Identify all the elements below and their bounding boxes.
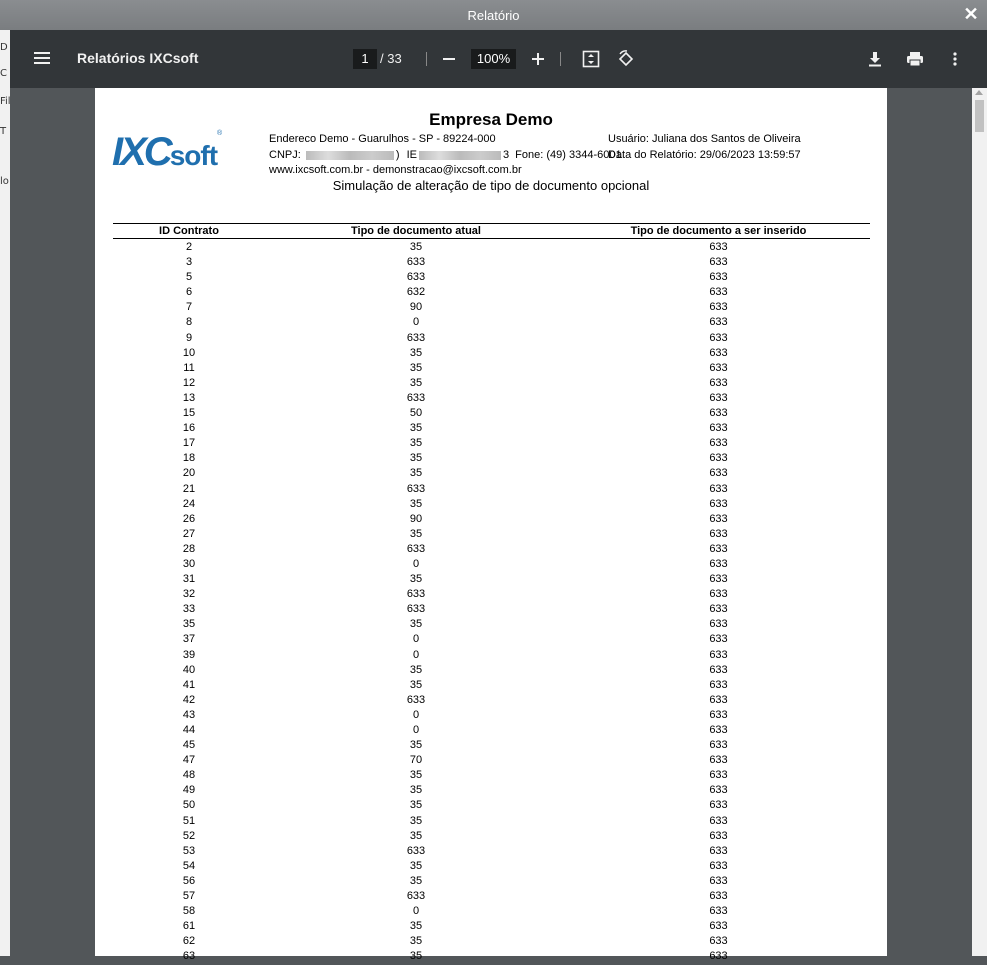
cell-contract-id: 5 (185, 271, 193, 284)
cell-new-type: 633 (709, 241, 728, 253)
cell-new-type: 633 (709, 361, 728, 374)
scroll-up-icon[interactable] (975, 90, 983, 95)
cell-new-type: 633 (709, 497, 728, 510)
fit-page-icon[interactable] (579, 47, 603, 71)
table-header-rule (113, 238, 870, 239)
report-table-body (113, 240, 870, 965)
cell-current-type: 35 (409, 935, 423, 948)
cell-current-type: 633 (406, 588, 426, 601)
cell-current-type: 90 (409, 512, 423, 525)
company-ids: CNPJ: ) IE 3 Fone: (49) 3344-6001 (269, 149, 622, 161)
cell-new-type: 633 (709, 739, 728, 752)
divider (426, 52, 427, 66)
cell-current-type: 632 (406, 286, 426, 299)
cell-contract-id: 6 (185, 286, 193, 299)
cell-contract-id: 7 (185, 301, 193, 314)
cell-current-type: 35 (409, 769, 423, 782)
cell-new-type: 633 (709, 467, 728, 480)
table-row (113, 346, 870, 361)
table-row (113, 421, 870, 436)
cell-current-type: 35 (409, 437, 423, 450)
cell-current-type: 633 (406, 391, 426, 404)
table-row (113, 753, 870, 768)
cell-current-type: 35 (409, 527, 423, 540)
cell-contract-id: 9 (185, 331, 193, 344)
table-row (113, 331, 870, 346)
cell-new-type: 633 (709, 678, 728, 691)
cell-new-type: 633 (709, 708, 728, 721)
table-row (113, 542, 870, 557)
table-row (113, 678, 870, 693)
cell-current-type: 0 (412, 633, 420, 646)
cell-current-type: 633 (406, 256, 426, 269)
cell-current-type: 35 (409, 920, 423, 933)
cell-new-type: 633 (709, 316, 728, 329)
column-header-new-type: Tipo de documento a ser inserido (630, 225, 807, 237)
table-row (113, 738, 870, 753)
cell-contract-id: 26 (182, 512, 196, 525)
cell-contract-id: 21 (182, 482, 196, 495)
cell-new-type: 633 (709, 950, 728, 963)
cell-new-type: 633 (709, 391, 728, 404)
cell-contract-id: 51 (182, 814, 196, 827)
cell-contract-id: 20 (182, 467, 196, 480)
cell-contract-id: 33 (182, 603, 196, 616)
report-date: Data do Relatório: 29/06/2023 13:59:57 (608, 149, 801, 161)
cell-current-type: 0 (412, 316, 420, 329)
cell-contract-id: 16 (182, 422, 196, 435)
cell-current-type: 0 (412, 708, 420, 721)
cell-new-type: 633 (709, 920, 728, 933)
background-text: Fil (0, 96, 11, 107)
report-subtitle: Simulação de alteração de tipo de documento opcional (332, 178, 650, 193)
table-row (113, 949, 870, 964)
cell-contract-id: 61 (182, 920, 196, 933)
table-row (113, 904, 870, 919)
company-address: Endereco Demo - Guarulhos - SP - 89224-000 (269, 133, 496, 145)
ixcsoft-logo: IXCsoft® (112, 130, 223, 174)
cell-contract-id: 15 (182, 407, 196, 420)
cell-current-type: 633 (406, 542, 426, 555)
cell-new-type: 633 (709, 603, 728, 616)
table-row (113, 617, 870, 632)
cell-contract-id: 18 (182, 452, 196, 465)
cell-contract-id: 31 (182, 573, 196, 586)
table-row (113, 285, 870, 300)
cell-current-type: 633 (406, 482, 426, 495)
background-app-strip (0, 0, 10, 956)
company-phone: Fone: (49) 3344-6001 (515, 149, 622, 161)
table-row (113, 919, 870, 934)
cell-new-type: 633 (709, 844, 728, 857)
cell-contract-id: 24 (182, 497, 196, 510)
cell-contract-id: 8 (185, 316, 193, 329)
cell-new-type: 633 (709, 573, 728, 586)
table-row (113, 497, 870, 512)
cell-current-type: 35 (409, 829, 423, 842)
page-count (380, 51, 402, 66)
print-icon[interactable] (903, 47, 927, 71)
cell-contract-id: 40 (182, 663, 196, 676)
cell-contract-id: 63 (182, 950, 196, 963)
cell-new-type: 633 (709, 935, 728, 948)
cell-current-type: 70 (409, 754, 423, 767)
cell-new-type: 633 (709, 452, 728, 465)
cell-new-type: 633 (709, 633, 728, 646)
table-row (113, 391, 870, 406)
rotate-icon[interactable] (614, 47, 638, 71)
cell-contract-id: 48 (182, 769, 196, 782)
cell-new-type: 633 (709, 346, 728, 359)
zoom-out-icon[interactable] (437, 47, 461, 71)
cell-current-type: 633 (406, 331, 426, 344)
cell-contract-id: 57 (182, 890, 196, 903)
table-row (113, 512, 870, 527)
table-row (113, 482, 870, 497)
column-header-id: ID Contrato (159, 225, 219, 237)
table-row (113, 798, 870, 813)
cell-new-type: 633 (709, 784, 728, 797)
cell-current-type: 35 (409, 618, 423, 631)
cell-new-type: 633 (709, 331, 728, 344)
table-row (113, 602, 870, 617)
cell-new-type: 633 (709, 618, 728, 631)
table-row (113, 451, 870, 466)
cell-new-type: 633 (709, 437, 728, 450)
table-row (113, 632, 870, 647)
cell-current-type: 90 (409, 301, 423, 314)
cell-new-type: 633 (709, 588, 728, 601)
table-row (113, 783, 870, 798)
table-row (113, 844, 870, 859)
report-user: Usuário: Juliana dos Santos de Oliveira (608, 133, 801, 145)
cell-contract-id: 11 (183, 361, 195, 374)
table-row (113, 572, 870, 587)
cell-current-type: 35 (409, 874, 423, 887)
cell-new-type: 633 (709, 301, 728, 314)
cell-contract-id: 43 (182, 708, 196, 721)
more-vert-icon[interactable] (943, 47, 967, 71)
zoom-in-icon[interactable] (526, 47, 550, 71)
background-text: D (0, 42, 8, 53)
page-number-input[interactable]: 1 (353, 49, 377, 69)
cell-current-type: 35 (409, 361, 423, 374)
cell-current-type: 35 (409, 663, 423, 676)
table-row (113, 648, 870, 663)
cell-current-type: 35 (409, 497, 423, 510)
pdf-page (95, 88, 887, 963)
cell-contract-id: 2 (185, 241, 193, 253)
cell-current-type: 35 (409, 678, 423, 691)
cell-current-type: 35 (409, 950, 423, 963)
cell-contract-id: 13 (182, 391, 196, 404)
cell-contract-id: 10 (182, 346, 196, 359)
table-row (113, 527, 870, 542)
cell-new-type: 633 (709, 286, 728, 299)
cell-current-type: 0 (412, 648, 420, 661)
table-top-rule (113, 223, 870, 224)
table-row (113, 768, 870, 783)
cell-current-type: 35 (409, 799, 423, 812)
cell-current-type: 0 (412, 905, 420, 918)
cell-contract-id: 42 (182, 693, 196, 706)
modal-titlebar (0, 0, 987, 30)
close-icon[interactable]: ✕ (963, 4, 979, 24)
cell-current-type: 633 (406, 271, 426, 284)
cell-contract-id: 44 (182, 724, 196, 736)
page-separator: / (380, 51, 384, 66)
cell-current-type: 35 (409, 241, 423, 253)
cell-new-type: 633 (709, 799, 728, 812)
cell-current-type: 35 (409, 814, 423, 827)
divider (560, 52, 561, 66)
table-row (113, 723, 870, 738)
cell-new-type: 633 (709, 527, 728, 540)
cell-current-type: 633 (406, 603, 426, 616)
cell-new-type: 633 (709, 769, 728, 782)
document-title: Relatórios IXCsoft (77, 50, 199, 66)
cell-current-type: 35 (409, 573, 423, 586)
table-row (113, 557, 870, 572)
cell-current-type: 35 (409, 784, 423, 797)
cell-current-type: 35 (409, 422, 423, 435)
cell-new-type: 633 (709, 648, 728, 661)
cell-current-type: 35 (409, 452, 423, 465)
cell-current-type: 35 (409, 346, 423, 359)
cell-new-type: 633 (709, 256, 728, 269)
table-row (113, 255, 870, 270)
cell-new-type: 633 (709, 905, 728, 918)
table-row (113, 376, 870, 391)
cell-new-type: 633 (709, 557, 728, 570)
zoom-input[interactable]: 100% (471, 49, 516, 69)
cell-contract-id: 49 (182, 784, 196, 797)
cell-new-type: 633 (709, 693, 728, 706)
cell-current-type: 35 (409, 739, 423, 752)
table-row (113, 587, 870, 602)
cell-new-type: 633 (709, 512, 728, 525)
table-row (113, 466, 870, 481)
table-row (113, 406, 870, 421)
table-row (113, 874, 870, 889)
table-row (113, 300, 870, 315)
cell-new-type: 633 (709, 874, 728, 887)
cell-contract-id: 50 (182, 799, 196, 812)
redacted-cnpj (306, 151, 394, 160)
cell-new-type: 633 (709, 829, 728, 842)
table-row (113, 361, 870, 376)
cell-contract-id: 52 (182, 829, 196, 842)
table-row (113, 814, 870, 829)
cell-new-type: 633 (709, 859, 728, 872)
pdf-toolbar (10, 30, 987, 88)
redacted-ie (419, 151, 501, 160)
cell-current-type: 35 (409, 467, 423, 480)
table-row (113, 889, 870, 904)
table-row (113, 270, 870, 285)
cell-new-type: 633 (709, 663, 728, 676)
cell-contract-id: 27 (182, 527, 196, 540)
company-contacts: www.ixcsoft.com.br - demonstracao@ixcsoft.com.br (269, 164, 522, 176)
table-row (113, 240, 870, 255)
cell-current-type: 0 (412, 557, 420, 570)
cell-contract-id: 17 (182, 437, 196, 450)
cell-current-type: 0 (412, 724, 420, 736)
background-text: C (0, 68, 7, 79)
table-row (113, 436, 870, 451)
table-row (113, 934, 870, 949)
cell-current-type: 633 (406, 890, 426, 903)
cell-contract-id: 53 (182, 844, 196, 857)
cell-contract-id: 35 (182, 618, 196, 631)
table-row (113, 663, 870, 678)
cell-new-type: 633 (709, 482, 728, 495)
table-row (113, 315, 870, 330)
vertical-scrollbar[interactable] (972, 88, 987, 956)
modal-title: Relatório (467, 7, 520, 23)
cell-new-type: 633 (709, 754, 728, 767)
cell-contract-id: 56 (182, 874, 196, 887)
table-row (113, 829, 870, 844)
cell-contract-id: 30 (182, 557, 196, 570)
column-header-current-type: Tipo de documento atual (351, 225, 481, 237)
table-row (113, 693, 870, 708)
cell-new-type: 633 (709, 376, 728, 389)
cell-contract-id: 32 (182, 588, 196, 601)
cell-new-type: 633 (709, 724, 728, 736)
cell-contract-id: 37 (182, 633, 196, 646)
cell-current-type: 35 (409, 859, 423, 872)
cell-contract-id: 62 (182, 935, 196, 948)
cell-new-type: 633 (709, 542, 728, 555)
background-text: T (0, 126, 7, 137)
cell-new-type: 633 (709, 814, 728, 827)
cell-contract-id: 41 (182, 678, 196, 691)
cell-contract-id: 3 (185, 256, 193, 269)
cell-contract-id: 58 (182, 905, 196, 918)
cell-contract-id: 12 (182, 376, 196, 389)
cell-new-type: 633 (709, 422, 728, 435)
cell-new-type: 633 (709, 271, 728, 284)
cell-current-type: 633 (406, 693, 426, 706)
cell-new-type: 633 (709, 890, 728, 903)
cell-current-type: 633 (406, 844, 426, 857)
cell-contract-id: 45 (182, 739, 196, 752)
cell-current-type: 35 (409, 376, 423, 389)
cell-current-type: 50 (409, 407, 423, 420)
table-row (113, 708, 870, 723)
cell-contract-id: 54 (182, 859, 196, 872)
company-name: Empresa Demo (429, 110, 553, 129)
table-row (113, 859, 870, 874)
download-icon[interactable] (863, 47, 887, 71)
cell-new-type: 633 (709, 407, 728, 420)
cell-contract-id: 39 (182, 648, 196, 661)
menu-icon[interactable] (32, 49, 52, 69)
total-pages: 33 (387, 51, 402, 66)
cell-contract-id: 28 (182, 542, 196, 555)
cell-contract-id: 47 (182, 754, 196, 767)
background-text: lo (0, 176, 9, 187)
scroll-thumb[interactable] (975, 100, 984, 132)
